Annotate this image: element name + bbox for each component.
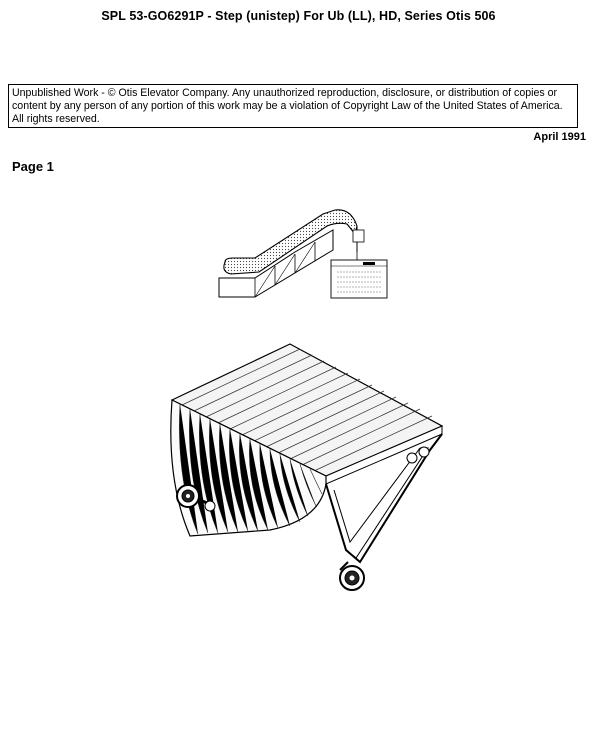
document-title: SPL 53-GO6291P - Step (unistep) For Ub (LL), HD, Series Otis 506 <box>101 9 496 23</box>
copyright-notice: Unpublished Work - © Otis Elevator Company. Any unauthorized reproduction, disclosure, or distribution of copies or content by any person of any portion of this work may be a violation of Copyright Law of the United States of America. All rights reserved. <box>8 84 578 128</box>
document-date: April 1991 <box>533 131 586 143</box>
page-number: Page 1 <box>12 159 54 174</box>
escalator-overview-icon <box>215 200 395 306</box>
escalator-step-icon <box>150 330 460 610</box>
